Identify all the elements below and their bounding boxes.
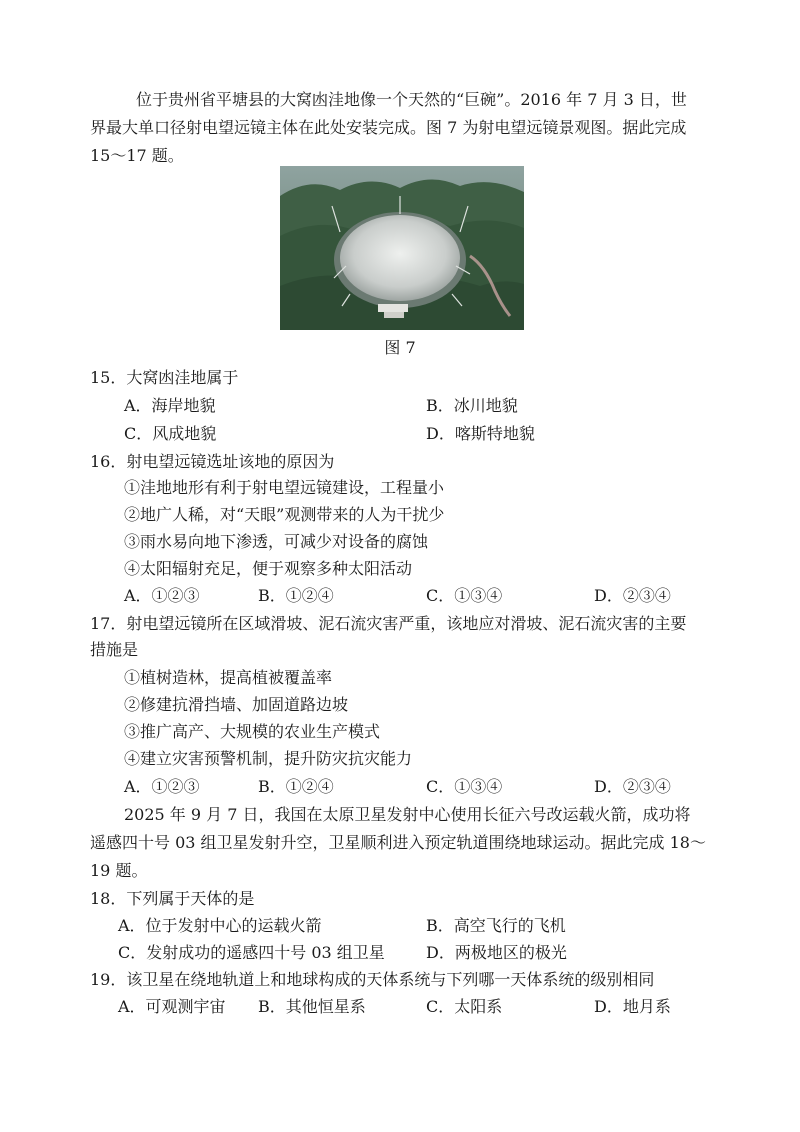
intro2-line-2: 遥感四十号 03 组卫星发射升空，卫星顺利进入预定轨道围绕地球运动。据此完成 18～ (90, 833, 706, 852)
q17-item-2: ②修建抗滑挡墙、加固道路边坡 (124, 695, 349, 714)
q16-stem: 16．射电望远镜选址该地的原因为 (90, 452, 335, 471)
q15-option-a: A．海岸地貌 (124, 396, 216, 415)
q19-option-a: A．可观测宇宙 (118, 997, 226, 1016)
q16-option-d: D．②③④ (594, 586, 671, 605)
q19-option-d: D．地月系 (594, 997, 671, 1016)
q17-option-d: D．②③④ (594, 777, 671, 796)
q18-option-d: D．两极地区的极光 (426, 943, 567, 962)
figure-caption: 图 7 (384, 338, 416, 357)
q15-option-b: B．冰川地貌 (426, 396, 518, 415)
q15-option-c: C．风成地貌 (124, 424, 217, 443)
q18-option-c: C．发射成功的遥感四十号 03 组卫星 (118, 943, 385, 962)
q18-option-a: A．位于发射中心的运载火箭 (118, 916, 322, 935)
q16-item-3: ③雨水易向地下渗透，可减少对设备的腐蚀 (124, 532, 429, 551)
telescope-photo (280, 166, 524, 330)
intro1-line-1: 位于贵州省平塘县的大窝凼洼地像一个天然的“巨碗”。2016 年 7 月 3 日，世 (136, 90, 687, 109)
q16-option-c: C．①③④ (426, 586, 503, 605)
q16-item-2: ②地广人稀，对“天眼”观测带来的人为干扰少 (124, 505, 445, 524)
intro1-line-3: 15～17 题。 (90, 146, 184, 165)
q16-item-4: ④太阳辐射充足，便于观察多种太阳活动 (124, 559, 413, 578)
q15-stem: 15．大窝凼洼地属于 (90, 368, 239, 387)
intro2-line-3: 19 题。 (90, 861, 148, 880)
q17-option-b: B．①②④ (258, 777, 334, 796)
q18-stem: 18．下列属于天体的是 (90, 889, 255, 908)
q17-option-a: A．①②③ (124, 777, 200, 796)
q17-item-3: ③推广高产、大规模的农业生产模式 (124, 722, 381, 741)
radio-telescope-photo-icon (280, 166, 524, 330)
q15-option-d: D．喀斯特地貌 (426, 424, 535, 443)
q16-item-1: ①洼地地形有利于射电望远镜建设，工程量小 (124, 478, 445, 497)
q17-stem-line-2: 措施是 (90, 640, 139, 659)
q17-stem-line-1: 17．射电望远镜所在区域滑坡、泥石流灾害严重，该地应对滑坡、泥石流灾害的主要 (90, 614, 687, 633)
q17-item-4: ④建立灾害预警机制，提升防灾抗灾能力 (124, 749, 413, 768)
q16-option-b: B．①②④ (258, 586, 334, 605)
q19-stem: 19．该卫星在绕地轨道上和地球构成的天体系统与下列哪一天体系统的级别相同 (90, 970, 655, 989)
q17-option-c: C．①③④ (426, 777, 503, 796)
q16-option-a: A．①②③ (124, 586, 200, 605)
q19-option-c: C．太阳系 (426, 997, 503, 1016)
intro1-line-2: 界最大单口径射电望远镜主体在此处安装完成。图 7 为射电望远镜景观图。据此完成 (90, 118, 687, 137)
q19-option-b: B．其他恒星系 (258, 997, 366, 1016)
q18-option-b: B．高空飞行的飞机 (426, 916, 566, 935)
intro2-line-1: 2025 年 9 月 7 日，我国在太原卫星发射中心使用长征六号改运载火箭，成功将 (124, 805, 691, 824)
q17-item-1: ①植树造林，提高植被覆盖率 (124, 668, 333, 687)
